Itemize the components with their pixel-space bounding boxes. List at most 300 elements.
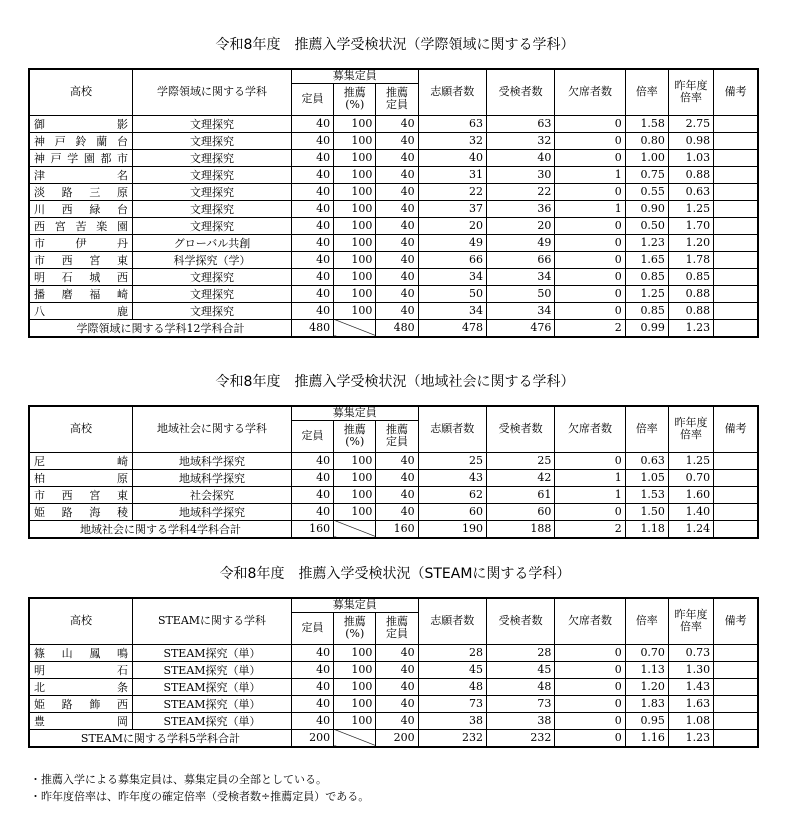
- cell-examinees: 28: [486, 644, 554, 661]
- cell-absent: 0: [555, 217, 625, 234]
- cell-suisen-pct: 100: [334, 486, 376, 503]
- total-remarks: [714, 520, 758, 538]
- cell-suisen-pct: 100: [334, 712, 376, 729]
- school-name: 北条: [29, 678, 133, 695]
- cell-ratio: 0.55: [625, 183, 668, 200]
- note-line: ・昨年度倍率は、昨年度の確定倍率（受検者数÷推薦定員）である。: [30, 790, 370, 803]
- cell-suisen-pct: 100: [334, 302, 376, 319]
- cell-applicants: 50: [418, 285, 486, 302]
- cell-applicants: 48: [418, 678, 486, 695]
- note-line: ・推薦入学による募集定員は、募集定員の全部としている。: [30, 773, 327, 786]
- results-table: [28, 68, 759, 338]
- cell-examinees: 30: [486, 166, 554, 183]
- cell-prev-ratio: 1.40: [668, 503, 713, 520]
- cell-capacity: 40: [291, 452, 333, 469]
- table-row: [29, 712, 758, 729]
- cell-suisen-pct: 100: [334, 115, 376, 132]
- cell-prev-ratio: 1.08: [668, 712, 713, 729]
- subject-name: グローバル共創: [133, 234, 292, 251]
- cell-ratio: 1.65: [625, 251, 668, 268]
- total-examinees: 476: [486, 319, 554, 337]
- cell-remarks: [714, 503, 758, 520]
- cell-suisen-pct: 100: [334, 469, 376, 486]
- school-name: 明石: [29, 661, 133, 678]
- cell-remarks: [714, 486, 758, 503]
- cell-suisen-cap: 40: [376, 661, 418, 678]
- subject-name: 文理探究: [133, 166, 292, 183]
- cell-absent: 0: [555, 503, 625, 520]
- cell-suisen-cap: 40: [376, 503, 418, 520]
- cell-suisen-pct: 100: [334, 503, 376, 520]
- cell-ratio: 1.83: [625, 695, 668, 712]
- cell-absent: 0: [555, 644, 625, 661]
- total-label: 学際領域に関する学科12学科合計: [29, 319, 291, 337]
- subject-name: 文理探究: [133, 200, 292, 217]
- cell-prev-ratio: 2.75: [668, 115, 713, 132]
- cell-capacity: 40: [291, 678, 333, 695]
- cell-absent: 0: [555, 115, 625, 132]
- cell-prev-ratio: 0.98: [668, 132, 713, 149]
- cell-applicants: 63: [418, 115, 486, 132]
- cell-suisen-pct: 100: [334, 183, 376, 200]
- cell-suisen-pct: 100: [334, 678, 376, 695]
- school-name: 姫路飾西: [29, 695, 133, 712]
- cell-capacity: 40: [291, 644, 333, 661]
- cell-examinees: 20: [486, 217, 554, 234]
- table-row: [29, 149, 758, 166]
- cell-absent: 1: [555, 200, 625, 217]
- cell-ratio: 0.63: [625, 452, 668, 469]
- cell-remarks: [714, 268, 758, 285]
- cell-prev-ratio: 1.78: [668, 251, 713, 268]
- cell-examinees: 48: [486, 678, 554, 695]
- header-prev-ratio: 昨年度 倍率: [668, 69, 713, 115]
- table-row: [29, 217, 758, 234]
- cell-suisen-cap: 40: [376, 452, 418, 469]
- total-applicants: 478: [418, 319, 486, 337]
- cell-suisen-cap: 40: [376, 115, 418, 132]
- school-name: 神戸鈴蘭台: [29, 132, 133, 149]
- cell-applicants: 62: [418, 486, 486, 503]
- cell-absent: 0: [555, 268, 625, 285]
- total-remarks: [714, 319, 758, 337]
- cell-capacity: 40: [291, 469, 333, 486]
- cell-examinees: 50: [486, 285, 554, 302]
- school-name: 神戸学園都市: [29, 149, 133, 166]
- total-examinees: 232: [486, 729, 554, 747]
- cell-suisen-pct: 100: [334, 149, 376, 166]
- header-school: 高校: [29, 69, 133, 115]
- table-row: [29, 166, 758, 183]
- header-subject: 学際領域に関する学科: [133, 69, 292, 115]
- total-suisen-pct-empty: [334, 520, 376, 538]
- subject-name: 地域科学探究: [133, 469, 292, 486]
- school-name: 淡路三原: [29, 183, 133, 200]
- header-remarks: 備考: [714, 69, 758, 115]
- cell-remarks: [714, 695, 758, 712]
- cell-ratio: 1.13: [625, 661, 668, 678]
- school-name: 柏原: [29, 469, 133, 486]
- cell-remarks: [714, 115, 758, 132]
- cell-ratio: 0.50: [625, 217, 668, 234]
- total-label: 地域社会に関する学科4学科合計: [29, 520, 291, 538]
- cell-suisen-pct: 100: [334, 661, 376, 678]
- subject-name: 地域科学探究: [133, 503, 292, 520]
- school-name: 明石城西: [29, 268, 133, 285]
- header-examinees: 受検者数: [486, 406, 554, 452]
- school-name: 尼崎: [29, 452, 133, 469]
- cell-capacity: 40: [291, 268, 333, 285]
- cell-capacity: 40: [291, 183, 333, 200]
- cell-applicants: 37: [418, 200, 486, 217]
- header-remarks: 備考: [714, 406, 758, 452]
- school-name: 御影: [29, 115, 133, 132]
- school-name: 播磨福崎: [29, 285, 133, 302]
- cell-prev-ratio: 0.88: [668, 166, 713, 183]
- cell-absent: 0: [555, 183, 625, 200]
- subject-name: STEAM探究（単）: [133, 712, 292, 729]
- cell-absent: 0: [555, 251, 625, 268]
- cell-absent: 1: [555, 486, 625, 503]
- cell-examinees: 38: [486, 712, 554, 729]
- cell-ratio: 1.25: [625, 285, 668, 302]
- cell-applicants: 31: [418, 166, 486, 183]
- school-name: 津名: [29, 166, 133, 183]
- cell-examinees: 49: [486, 234, 554, 251]
- cell-prev-ratio: 1.25: [668, 200, 713, 217]
- cell-suisen-pct: 100: [334, 132, 376, 149]
- cell-ratio: 1.00: [625, 149, 668, 166]
- cell-prev-ratio: 0.85: [668, 268, 713, 285]
- cell-suisen-cap: 40: [376, 268, 418, 285]
- header-applicants: 志願者数: [418, 598, 486, 644]
- cell-suisen-cap: 40: [376, 302, 418, 319]
- cell-examinees: 22: [486, 183, 554, 200]
- cell-suisen-cap: 40: [376, 486, 418, 503]
- cell-absent: 0: [555, 712, 625, 729]
- subject-name: 文理探究: [133, 285, 292, 302]
- cell-remarks: [714, 251, 758, 268]
- cell-ratio: 0.95: [625, 712, 668, 729]
- total-row: [29, 319, 758, 337]
- subject-name: 文理探究: [133, 183, 292, 200]
- cell-prev-ratio: 0.70: [668, 469, 713, 486]
- subject-name: 文理探究: [133, 302, 292, 319]
- total-suisen-cap: 160: [376, 520, 418, 538]
- header-absent: 欠席者数: [555, 598, 625, 644]
- cell-remarks: [714, 183, 758, 200]
- cell-examinees: 40: [486, 149, 554, 166]
- total-suisen-cap: 480: [376, 319, 418, 337]
- header-ratio: 倍率: [625, 598, 668, 644]
- header-school: 高校: [29, 406, 133, 452]
- header-prev-ratio: 昨年度 倍率: [668, 406, 713, 452]
- cell-applicants: 28: [418, 644, 486, 661]
- subject-name: STEAM探究（単）: [133, 661, 292, 678]
- table-row: [29, 302, 758, 319]
- section-title: 令和8年度 推薦入学受検状況（地域社会に関する学科）: [215, 374, 575, 390]
- cell-remarks: [714, 217, 758, 234]
- table-row: [29, 234, 758, 251]
- cell-absent: 0: [555, 678, 625, 695]
- header-suisen-cap: 推薦 定員: [376, 83, 418, 115]
- subject-name: 文理探究: [133, 132, 292, 149]
- cell-applicants: 45: [418, 661, 486, 678]
- subject-name: 文理探究: [133, 217, 292, 234]
- cell-ratio: 0.80: [625, 132, 668, 149]
- cell-examinees: 60: [486, 503, 554, 520]
- header-recruit: 募集定員: [291, 406, 418, 420]
- cell-prev-ratio: 1.60: [668, 486, 713, 503]
- subject-name: 社会探究: [133, 486, 292, 503]
- subject-name: STEAM探究（単）: [133, 644, 292, 661]
- header-ratio: 倍率: [625, 69, 668, 115]
- cell-ratio: 0.75: [625, 166, 668, 183]
- cell-suisen-pct: 100: [334, 234, 376, 251]
- school-name: 篠山鳳鳴: [29, 644, 133, 661]
- total-suisen-pct-empty: [334, 319, 376, 337]
- header-remarks: 備考: [714, 598, 758, 644]
- cell-examinees: 66: [486, 251, 554, 268]
- total-applicants: 190: [418, 520, 486, 538]
- table-row: [29, 503, 758, 520]
- header-prev-ratio: 昨年度 倍率: [668, 598, 713, 644]
- table-row: [29, 452, 758, 469]
- cell-examinees: 63: [486, 115, 554, 132]
- cell-applicants: 34: [418, 268, 486, 285]
- cell-suisen-cap: 40: [376, 166, 418, 183]
- header-absent: 欠席者数: [555, 69, 625, 115]
- cell-suisen-pct: 100: [334, 695, 376, 712]
- cell-ratio: 1.05: [625, 469, 668, 486]
- school-name: 市伊丹: [29, 234, 133, 251]
- cell-suisen-cap: 40: [376, 149, 418, 166]
- cell-applicants: 73: [418, 695, 486, 712]
- total-row: [29, 520, 758, 538]
- header-recruit: 募集定員: [291, 598, 418, 612]
- total-capacity: 160: [291, 520, 333, 538]
- cell-prev-ratio: 0.73: [668, 644, 713, 661]
- total-ratio: 1.16: [625, 729, 668, 747]
- cell-suisen-cap: 40: [376, 469, 418, 486]
- cell-ratio: 0.85: [625, 302, 668, 319]
- cell-prev-ratio: 1.70: [668, 217, 713, 234]
- header-capacity: 定員: [291, 83, 333, 115]
- total-absent: 0: [555, 729, 625, 747]
- total-absent: 2: [555, 520, 625, 538]
- cell-ratio: 1.53: [625, 486, 668, 503]
- header-applicants: 志願者数: [418, 69, 486, 115]
- total-prev-ratio: 1.24: [668, 520, 713, 538]
- cell-prev-ratio: 1.20: [668, 234, 713, 251]
- cell-remarks: [714, 234, 758, 251]
- total-label: STEAMに関する学科5学科合計: [29, 729, 291, 747]
- table-row: [29, 200, 758, 217]
- total-ratio: 0.99: [625, 319, 668, 337]
- cell-capacity: 40: [291, 712, 333, 729]
- cell-remarks: [714, 166, 758, 183]
- cell-ratio: 0.85: [625, 268, 668, 285]
- subject-name: STEAM探究（単）: [133, 678, 292, 695]
- cell-remarks: [714, 285, 758, 302]
- cell-examinees: 73: [486, 695, 554, 712]
- header-suisen-pct: 推薦 (%): [334, 612, 376, 644]
- total-examinees: 188: [486, 520, 554, 538]
- cell-suisen-cap: 40: [376, 132, 418, 149]
- total-absent: 2: [555, 319, 625, 337]
- cell-applicants: 25: [418, 452, 486, 469]
- cell-examinees: 34: [486, 268, 554, 285]
- table-row: [29, 132, 758, 149]
- cell-prev-ratio: 1.43: [668, 678, 713, 695]
- subject-name: 地域科学探究: [133, 452, 292, 469]
- table-row: [29, 183, 758, 200]
- cell-suisen-pct: 100: [334, 200, 376, 217]
- cell-absent: 1: [555, 166, 625, 183]
- header-subject: STEAMに関する学科: [133, 598, 292, 644]
- cell-capacity: 40: [291, 285, 333, 302]
- cell-absent: 0: [555, 149, 625, 166]
- cell-capacity: 40: [291, 695, 333, 712]
- cell-absent: 1: [555, 469, 625, 486]
- cell-absent: 0: [555, 452, 625, 469]
- header-school: 高校: [29, 598, 133, 644]
- header-suisen-pct: 推薦 (%): [334, 83, 376, 115]
- cell-absent: 0: [555, 285, 625, 302]
- cell-capacity: 40: [291, 166, 333, 183]
- school-name: 西宮苦楽園: [29, 217, 133, 234]
- header-applicants: 志願者数: [418, 406, 486, 452]
- notes: [30, 771, 369, 805]
- cell-examinees: 25: [486, 452, 554, 469]
- header-capacity: 定員: [291, 420, 333, 452]
- header-suisen-pct: 推薦 (%): [334, 420, 376, 452]
- cell-suisen-cap: 40: [376, 644, 418, 661]
- cell-remarks: [714, 661, 758, 678]
- cell-examinees: 32: [486, 132, 554, 149]
- cell-absent: 0: [555, 302, 625, 319]
- cell-absent: 0: [555, 234, 625, 251]
- header-ratio: 倍率: [625, 406, 668, 452]
- cell-suisen-cap: 40: [376, 217, 418, 234]
- cell-absent: 0: [555, 132, 625, 149]
- cell-applicants: 60: [418, 503, 486, 520]
- school-name: 姫路海稜: [29, 503, 133, 520]
- cell-prev-ratio: 0.88: [668, 285, 713, 302]
- results-table: [28, 597, 759, 748]
- cell-remarks: [714, 644, 758, 661]
- cell-examinees: 61: [486, 486, 554, 503]
- cell-remarks: [714, 149, 758, 166]
- cell-ratio: 1.50: [625, 503, 668, 520]
- cell-applicants: 34: [418, 302, 486, 319]
- table-row: [29, 661, 758, 678]
- table-row: [29, 268, 758, 285]
- cell-remarks: [714, 712, 758, 729]
- cell-capacity: 40: [291, 486, 333, 503]
- table-row: [29, 469, 758, 486]
- cell-suisen-cap: 40: [376, 200, 418, 217]
- cell-capacity: 40: [291, 661, 333, 678]
- header-examinees: 受検者数: [486, 69, 554, 115]
- cell-suisen-pct: 100: [334, 268, 376, 285]
- cell-prev-ratio: 1.30: [668, 661, 713, 678]
- cell-suisen-cap: 40: [376, 712, 418, 729]
- cell-capacity: 40: [291, 149, 333, 166]
- cell-capacity: 40: [291, 503, 333, 520]
- cell-suisen-cap: 40: [376, 234, 418, 251]
- cell-applicants: 32: [418, 132, 486, 149]
- cell-ratio: 1.20: [625, 678, 668, 695]
- school-name: 八鹿: [29, 302, 133, 319]
- subject-name: 文理探究: [133, 268, 292, 285]
- subject-name: 科学探究（学）: [133, 251, 292, 268]
- total-applicants: 232: [418, 729, 486, 747]
- table-row: [29, 486, 758, 503]
- cell-applicants: 38: [418, 712, 486, 729]
- table-row: [29, 695, 758, 712]
- table-row: [29, 285, 758, 302]
- header-suisen-cap: 推薦 定員: [376, 612, 418, 644]
- total-prev-ratio: 1.23: [668, 319, 713, 337]
- table-row: [29, 115, 758, 132]
- cell-prev-ratio: 1.03: [668, 149, 713, 166]
- cell-remarks: [714, 678, 758, 695]
- header-capacity: 定員: [291, 612, 333, 644]
- subject-name: 文理探究: [133, 149, 292, 166]
- table-row: [29, 678, 758, 695]
- cell-suisen-pct: 100: [334, 217, 376, 234]
- cell-suisen-pct: 100: [334, 251, 376, 268]
- cell-remarks: [714, 469, 758, 486]
- cell-absent: 0: [555, 661, 625, 678]
- table-row: [29, 644, 758, 661]
- cell-capacity: 40: [291, 234, 333, 251]
- table-row: [29, 251, 758, 268]
- cell-examinees: 36: [486, 200, 554, 217]
- total-capacity: 200: [291, 729, 333, 747]
- cell-suisen-cap: 40: [376, 678, 418, 695]
- cell-suisen-pct: 100: [334, 285, 376, 302]
- school-name: 市西宮東: [29, 251, 133, 268]
- subject-name: 文理探究: [133, 115, 292, 132]
- cell-ratio: 0.90: [625, 200, 668, 217]
- header-absent: 欠席者数: [555, 406, 625, 452]
- cell-suisen-pct: 100: [334, 166, 376, 183]
- cell-suisen-cap: 40: [376, 183, 418, 200]
- section-title: 令和8年度 推薦入学受検状況（STEAMに関する学科）: [219, 566, 571, 582]
- header-examinees: 受検者数: [486, 598, 554, 644]
- total-remarks: [714, 729, 758, 747]
- cell-ratio: 1.58: [625, 115, 668, 132]
- cell-remarks: [714, 200, 758, 217]
- cell-prev-ratio: 0.63: [668, 183, 713, 200]
- cell-applicants: 66: [418, 251, 486, 268]
- header-subject: 地域社会に関する学科: [133, 406, 292, 452]
- cell-prev-ratio: 1.25: [668, 452, 713, 469]
- cell-examinees: 45: [486, 661, 554, 678]
- cell-suisen-pct: 100: [334, 644, 376, 661]
- cell-absent: 0: [555, 695, 625, 712]
- cell-capacity: 40: [291, 251, 333, 268]
- total-ratio: 1.18: [625, 520, 668, 538]
- total-suisen-pct-empty: [334, 729, 376, 747]
- cell-examinees: 42: [486, 469, 554, 486]
- total-row: [29, 729, 758, 747]
- cell-capacity: 40: [291, 217, 333, 234]
- school-name: 川西緑台: [29, 200, 133, 217]
- cell-capacity: 40: [291, 132, 333, 149]
